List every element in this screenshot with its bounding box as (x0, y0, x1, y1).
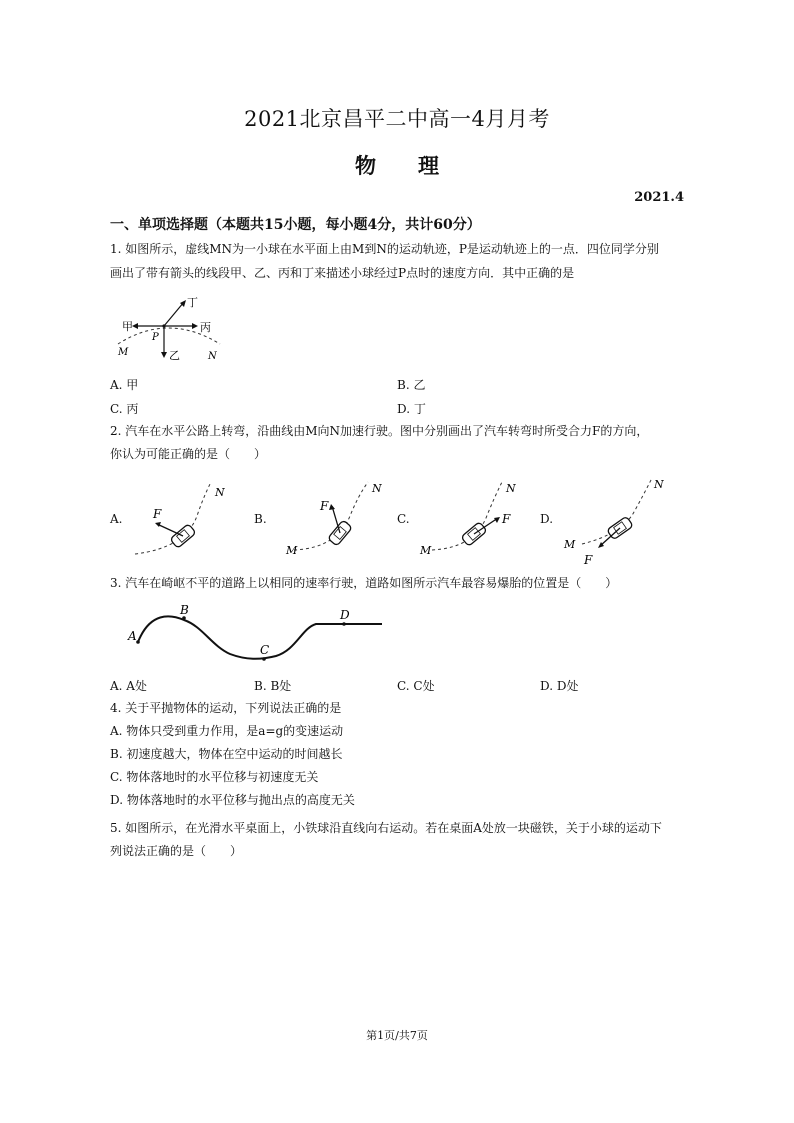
q3-option-a[interactable]: A. A处 (110, 679, 147, 693)
question-5-line-2: 列说法正确的是（ ） (110, 844, 243, 858)
road-label-b: B (180, 603, 189, 617)
q1-option-a[interactable]: A. 甲 (110, 378, 139, 392)
q1-option-b[interactable]: B. 乙 (397, 378, 426, 392)
road-label-d: D (340, 608, 350, 622)
arrow-ding (164, 302, 184, 326)
question-1-line-1: 1. 如图所示，虚线MN为一小球在水平面上由M到N的运动轨迹，P是运动轨迹上的一点．四位同学分别 (110, 242, 659, 256)
q4-option-d[interactable]: D. 物体落地时的水平位移与抛出点的高度无关 (110, 793, 355, 807)
label-yi: 乙 (169, 349, 180, 362)
question-3-line-1: 3. 汽车在崎岖不平的道路上以相同的速率行驶，道路如图所示汽车最容易爆胎的位置是（ ） (110, 576, 618, 590)
question-1-figure (110, 292, 230, 364)
q3-option-d[interactable]: D. D处 (540, 679, 579, 693)
label-bing: 丙 (200, 321, 211, 334)
force-arrow-a (157, 524, 183, 536)
q2-option-d[interactable]: D. (540, 512, 554, 526)
svg-text:F: F (153, 507, 162, 521)
svg-text:N: N (372, 482, 382, 495)
svg-text:F: F (320, 499, 329, 513)
road-label-a: A (128, 629, 137, 643)
question-2-line-2: 你认为可能正确的是（ ） (110, 447, 267, 461)
q1-option-d[interactable]: D. 丁 (397, 402, 426, 416)
q2-figure-d (560, 472, 680, 568)
label-p: P (152, 332, 159, 343)
q2-option-c[interactable]: C. (397, 512, 410, 526)
question-5-line-1: 5. 如图所示，在光滑水平桌面上，小铁球沿直线向右运动。若在桌面A处放一块磁铁，关于小球的运动下 (110, 821, 662, 835)
question-3-figure (120, 602, 390, 672)
q2-option-a[interactable]: A. (110, 512, 123, 526)
q2-option-b[interactable]: B. (254, 512, 267, 526)
q1-option-c[interactable]: C. 丙 (110, 402, 139, 416)
exam-date: 2021.4 (634, 190, 684, 205)
question-4-line-1: 4. 关于平抛物体的运动，下列说法正确的是 (110, 701, 342, 715)
question-1-line-2: 画出了带有箭头的线段甲、乙、丙和丁来描述小球经过P点时的速度方向．其中正确的是 (110, 266, 575, 280)
q3-option-c[interactable]: C. C处 (397, 679, 435, 693)
page-footer: 第1页/共7页 (366, 1029, 428, 1042)
road-label-c: C (260, 643, 270, 657)
section-heading: 一、单项选择题（本题共15小题，每小题4分，共计60分） (110, 217, 481, 233)
svg-text:M: M (286, 544, 298, 557)
subject-title: 物 理 (355, 153, 439, 178)
q2-figure-c (418, 476, 528, 558)
svg-text:F: F (584, 553, 593, 567)
q2-figure-a (125, 476, 235, 558)
svg-text:M: M (420, 544, 432, 557)
svg-text:M: M (564, 538, 576, 551)
question-2-line-1: 2. 汽车在水平公路上转弯，沿曲线由M向N加速行驶。图中分别画出了汽车转弯时所受合力F的方向， (110, 424, 649, 438)
svg-text:N: N (506, 482, 516, 495)
svg-text:F: F (502, 512, 511, 526)
label-m: M (118, 347, 129, 358)
q4-option-b[interactable]: B. 初速度越大，物体在空中运动的时间越长 (110, 747, 343, 761)
label-ding: 丁 (187, 296, 198, 309)
exam-title: 2021北京昌平二中高一4月月考 (244, 107, 550, 131)
svg-text:N: N (654, 478, 664, 491)
label-jia: 甲 (122, 320, 133, 333)
q2-figure-b (282, 476, 392, 558)
q4-option-a[interactable]: A. 物体只受到重力作用，是a=g的变速运动 (110, 724, 344, 738)
label-n: N (208, 351, 217, 362)
svg-text:N: N (215, 486, 225, 499)
point-p (162, 324, 165, 327)
q4-option-c[interactable]: C. 物体落地时的水平位移与初速度无关 (110, 770, 319, 784)
q3-option-b[interactable]: B. B处 (254, 679, 292, 693)
